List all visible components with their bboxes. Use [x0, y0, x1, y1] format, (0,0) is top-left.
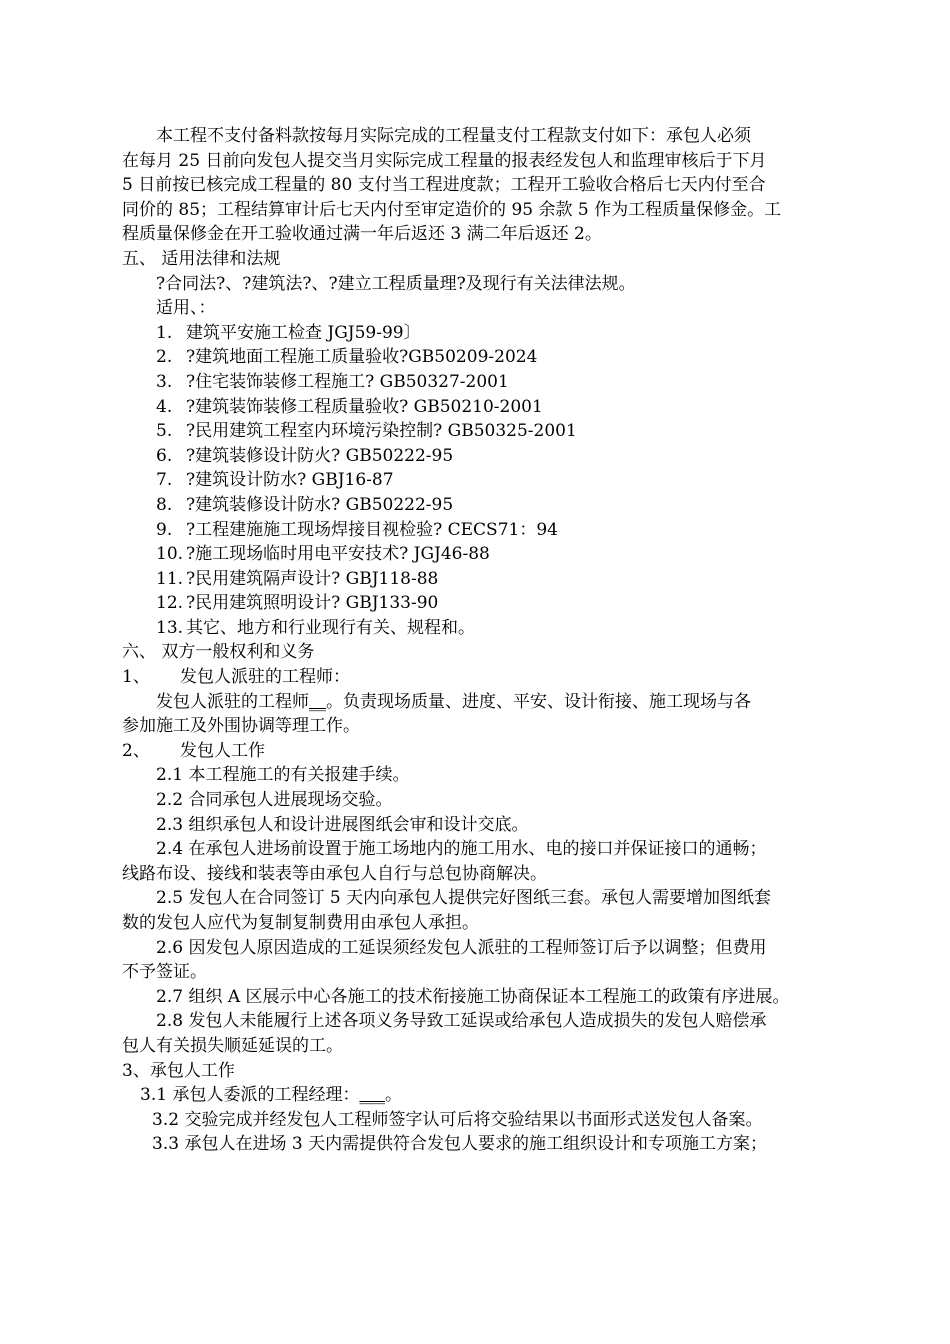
paragraph-line: 同价的 85；工程结算审计后七天内付至审定造价的 95 余款 5 作为工程质量保修金。工 — [122, 199, 782, 220]
paragraph-line: 5 日前按已核完成工程量的 80 支付当工程进度款；工程开工验收合格后七天内付至合 — [122, 175, 766, 196]
paragraph-line: 2.2 合同承包人进展现场交验。 — [156, 790, 393, 811]
section-heading-5: 五、 适用法律和法规 — [122, 248, 281, 269]
list-item: 1. 建筑平安施工检查 JGJ59-99〕 — [156, 322, 421, 343]
list-item: 8. ?建筑装修设计防水? GB50222-95 — [156, 494, 454, 515]
list-item: 4. ?建筑装饰装修工程质量验收? GB50210-2001 — [156, 396, 543, 417]
list-item: 5. ?民用建筑工程室内环境污染控制? GB50325-2001 — [156, 421, 577, 442]
list-item: 6. ?建筑装修设计防火? GB50222-95 — [156, 445, 454, 466]
paragraph-line: 参加施工及外围协调等理工作。 — [122, 716, 360, 737]
paragraph-line: 2.5 发包人在合同签订 5 天内向承包人提供完好图纸三套。承包人需要增加图纸套 — [156, 888, 772, 909]
list-item: 9. ?工程建施施工现场焊接目视检验? CECS71：94 — [156, 519, 558, 540]
paragraph-line: 2.3 组织承包人和设计进展图纸会审和设计交底。 — [156, 814, 529, 835]
engineer-blank: __ — [309, 691, 326, 712]
list-item: 3. ?住宅装饰装修工程施工? GB50327-2001 — [156, 371, 509, 392]
payment-paragraph — [122, 124, 842, 247]
paragraph-line: 3.3 承包人在进场 3 天内需提供符合发包人要求的施工组织设计和专项施工方案； — [152, 1134, 768, 1155]
manager-blank: ___ — [359, 1085, 385, 1106]
document-body — [122, 124, 842, 1157]
paragraph-line: 在每月 25 日前向发包人提交当月实际完成工程量的报表经发包人和监理审核后于下月 — [122, 150, 767, 171]
list-item: 10. ?施工现场临时用电平安技术? JGJ46-88 — [156, 544, 490, 565]
list-item: 13. 其它、地方和行业现行有关、规程和。 — [156, 617, 475, 638]
list-item: 12. ?民用建筑照明设计? GBJ133-90 — [156, 593, 439, 614]
paragraph-line: 程质量保修金在开工验收通过满一年后返还 3 满二年后返还 2。 — [122, 224, 602, 245]
paragraph-line: 2.1 本工程施工的有关报建手续。 — [156, 765, 410, 786]
applicable-line: 适用、： — [156, 298, 216, 319]
paragraph-line: 2.4 在承包人进场前设置于施工场地内的施工用水、电的接口并保证接口的通畅； — [156, 839, 767, 860]
list-item: 2. ?建筑地面工程施工质量验收?GB50209-2024 — [156, 347, 538, 368]
subsection-heading-2: 2、 发包人工作 — [122, 740, 265, 761]
paragraph-line: 2.7 组织 A 区展示中心各施工的技术衔接施工协商保证本工程施工的政策有序进展。 — [156, 986, 790, 1007]
paragraph-line: 2.6 因发包人原因造成的工延误须经发包人派驻的工程师签订后予以调整；但费用 — [156, 937, 767, 958]
paragraph-line: 包人有关损失顺延延误的工。 — [122, 1035, 343, 1056]
subsection-heading-3: 3、承包人工作 — [122, 1060, 235, 1081]
paragraph-line: 2.8 发包人未能履行上述各项义务导致工延误或给承包人造成损失的发包人赔偿承 — [156, 1011, 767, 1032]
list-item: 7. ?建筑设计防水? GBJ16-87 — [156, 470, 394, 491]
paragraph-line: 3.1 承包人委派的工程经理：___。 — [140, 1085, 402, 1106]
laws-line: ?合同法?、?建筑法?、?建立工程质量理?及现行有关法律法规。 — [156, 273, 636, 294]
paragraph-line: 3.2 交验完成并经发包人工程师签字认可后将交验结果以书面形式送发包人备案。 — [152, 1109, 763, 1130]
standards-list — [122, 321, 842, 641]
subsection-heading-1: 1、 发包人派驻的工程师： — [122, 667, 350, 688]
paragraph-line: 不予签证。 — [122, 962, 207, 983]
section-heading-6: 六、 双方一般权利和义务 — [122, 642, 315, 663]
paragraph-line: 数的发包人应代为复制复制费用由承包人承担。 — [122, 913, 479, 933]
list-item: 11. ?民用建筑隔声设计? GBJ118-88 — [156, 568, 439, 589]
paragraph-line: 线路布设、接线和装表等由承包人自行与总包协商解决。 — [122, 863, 547, 884]
paragraph-line: 发包人派驻的工程师__。负责现场质量、进度、平安、设计衔接、施工现场与各 — [156, 691, 751, 712]
paragraph-line: 本工程不支付备料款按每月实际完成的工程量支付工程款支付如下：承包人必须 — [156, 126, 751, 146]
